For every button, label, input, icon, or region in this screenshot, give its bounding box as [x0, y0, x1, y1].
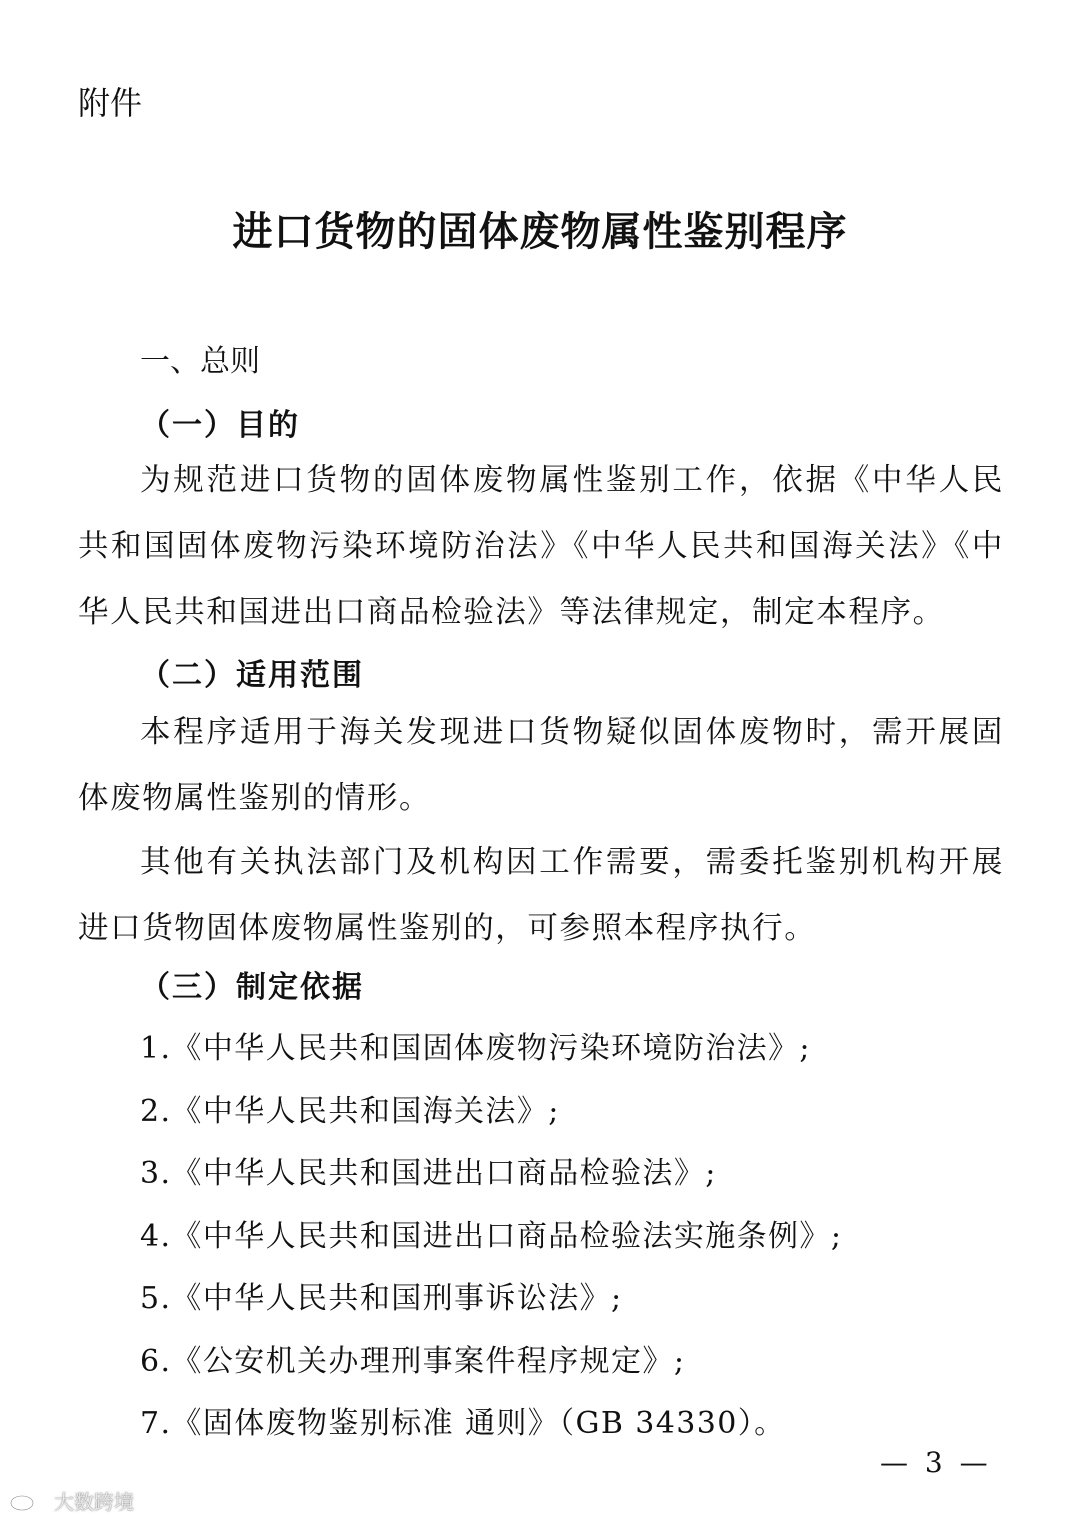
list-item: 7.《固体废物鉴别标准 通则》（GB 34330）。	[140, 1406, 786, 1441]
subheading-basis: （三）制定依据	[140, 970, 364, 1005]
page-number: — 3 —	[880, 1446, 992, 1479]
watermark-text: 大数跨境	[54, 1490, 134, 1514]
attachment-label: 附件	[78, 84, 143, 122]
list-item: 1.《中华人民共和国固体废物污染环境防治法》;	[140, 1031, 811, 1066]
subheading-purpose: （一）目的	[140, 408, 300, 443]
weibo-logo-icon	[8, 1490, 48, 1512]
section-heading-general: 一、总则	[140, 344, 260, 379]
paragraph-scope-1: 本程序适用于海关发现进口货物疑似固体废物时，需开展固体废物属性鉴别的情形。	[78, 715, 1004, 816]
list-item: 2.《中华人民共和国海关法》;	[140, 1093, 560, 1129]
basis-list	[140, 1018, 842, 1456]
document-title: 进口货物的固体废物属性鉴别程序	[232, 208, 848, 255]
list-item: 6.《公安机关办理刑事案件程序规定》;	[140, 1343, 686, 1379]
list-item: 3.《中华人民共和国进出口商品检验法》;	[140, 1156, 717, 1191]
paragraph-purpose: 为规范进口货物的固体废物属性鉴别工作，依据《中华人民共和国固体废物污染环境防治法》《中华人民共和国海关法》《中华人民共和国进出口商品检验法》等法律规定，制定本程序。	[78, 463, 1004, 630]
paragraph-scope-2: 其他有关执法部门及机构因工作需要，需委托鉴别机构开展进口货物固体废物属性鉴别的，可参照本程序执行。	[78, 845, 1004, 946]
subheading-scope: （二）适用范围	[140, 658, 364, 693]
list-item: 5.《中华人民共和国刑事诉讼法》;	[140, 1281, 623, 1316]
watermark	[8, 1486, 134, 1515]
list-item: 4.《中华人民共和国进出口商品检验法实施条例》;	[140, 1218, 843, 1254]
